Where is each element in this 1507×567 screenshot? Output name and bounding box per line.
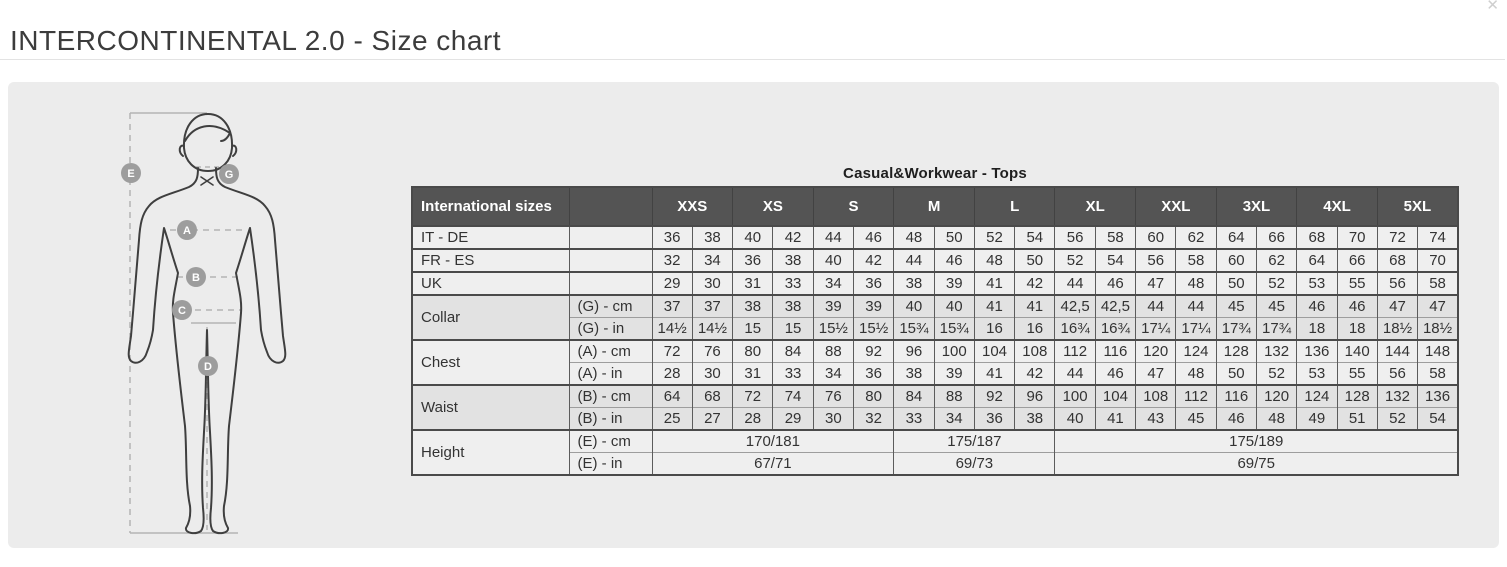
value-cell: 74	[773, 385, 813, 408]
value-cell: 36	[853, 272, 893, 295]
size-header-3xl: 3XL	[1216, 187, 1297, 226]
value-cell: 40	[934, 295, 974, 318]
value-cell: 132	[1377, 385, 1417, 408]
value-cell: 96	[1015, 385, 1055, 408]
table-row	[412, 363, 1458, 386]
merged-value-cell: 69/75	[1055, 453, 1458, 476]
value-cell: 80	[853, 385, 893, 408]
table-row	[412, 226, 1458, 249]
value-cell: 100	[934, 340, 974, 363]
table-row	[412, 408, 1458, 431]
value-cell: 14½	[652, 318, 692, 341]
size-header-xxs: XXS	[652, 187, 733, 226]
value-cell: 56	[1377, 272, 1417, 295]
value-cell: 108	[1136, 385, 1176, 408]
head-outline	[184, 114, 232, 171]
unit-label-cell: (G) - cm	[569, 295, 652, 318]
value-cell: 68	[1297, 226, 1337, 249]
badge-hip-C	[172, 300, 192, 320]
value-cell: 53	[1297, 363, 1337, 386]
size-header-xl: XL	[1055, 187, 1136, 226]
value-cell: 72	[1377, 226, 1417, 249]
value-cell: 39	[853, 295, 893, 318]
svg-text:A: A	[183, 225, 191, 237]
neck-mark	[201, 177, 213, 185]
value-cell: 42,5	[1055, 295, 1095, 318]
value-cell: 18	[1337, 318, 1377, 341]
table-title: Casual&Workwear - Tops	[843, 165, 1027, 182]
value-cell: 36	[853, 363, 893, 386]
merged-value-cell: 175/187	[894, 430, 1055, 453]
value-cell: 120	[1256, 385, 1296, 408]
value-cell: 43	[1136, 408, 1176, 431]
table-row	[412, 340, 1458, 363]
value-cell: 54	[1418, 408, 1458, 431]
value-cell: 46	[1337, 295, 1377, 318]
value-cell: 38	[894, 363, 934, 386]
value-cell: 29	[652, 272, 692, 295]
value-cell: 52	[974, 226, 1014, 249]
value-cell: 15½	[813, 318, 853, 341]
unit-label-cell: (G) - in	[569, 318, 652, 341]
size-header-4xl: 4XL	[1297, 187, 1378, 226]
table-row	[412, 295, 1458, 318]
value-cell: 76	[813, 385, 853, 408]
value-cell: 56	[1377, 363, 1417, 386]
value-cell: 54	[1015, 226, 1055, 249]
value-cell: 100	[1055, 385, 1095, 408]
body-measurement-diagram	[95, 95, 340, 545]
svg-text:G: G	[224, 169, 234, 181]
value-cell: 30	[692, 272, 732, 295]
value-cell: 42,5	[1095, 295, 1135, 318]
value-cell: 40	[733, 226, 773, 249]
value-cell: 16¾	[1055, 318, 1095, 341]
value-cell: 42	[773, 226, 813, 249]
hair-line	[185, 126, 230, 141]
value-cell: 124	[1176, 340, 1216, 363]
page-title: INTERCONTINENTAL 2.0 - Size chart	[10, 24, 502, 56]
value-cell: 15½	[853, 318, 893, 341]
value-cell: 88	[934, 385, 974, 408]
value-cell: 136	[1418, 385, 1458, 408]
torso-limbs-outline	[129, 168, 286, 533]
value-cell: 120	[1136, 340, 1176, 363]
row-label-cell: Collar	[412, 295, 569, 340]
value-cell: 31	[733, 272, 773, 295]
row-label-cell: UK	[412, 272, 569, 295]
value-cell: 38	[733, 295, 773, 318]
unit-label-cell	[569, 226, 652, 249]
value-cell: 108	[1015, 340, 1055, 363]
unit-label-cell: (A) - cm	[569, 340, 652, 363]
value-cell: 44	[1055, 363, 1095, 386]
value-cell: 62	[1176, 226, 1216, 249]
value-cell: 44	[1176, 295, 1216, 318]
unit-label-cell: (E) - cm	[569, 430, 652, 453]
unit-label-cell: (B) - in	[569, 408, 652, 431]
value-cell: 33	[894, 408, 934, 431]
value-cell: 38	[773, 295, 813, 318]
value-cell: 47	[1136, 363, 1176, 386]
value-cell: 44	[1055, 272, 1095, 295]
value-cell: 33	[773, 272, 813, 295]
value-cell: 42	[1015, 272, 1055, 295]
value-cell: 104	[1095, 385, 1135, 408]
value-cell: 33	[773, 363, 813, 386]
value-cell: 41	[974, 295, 1014, 318]
value-cell: 31	[733, 363, 773, 386]
value-cell: 60	[1216, 249, 1256, 272]
value-cell: 72	[652, 340, 692, 363]
unit-column-header	[569, 187, 652, 226]
header-divider	[0, 59, 1505, 60]
value-cell: 38	[692, 226, 732, 249]
value-cell: 116	[1095, 340, 1135, 363]
value-cell: 15	[733, 318, 773, 341]
value-cell: 50	[1216, 272, 1256, 295]
value-cell: 66	[1337, 249, 1377, 272]
value-cell: 38	[894, 272, 934, 295]
size-header-s: S	[813, 187, 894, 226]
value-cell: 28	[652, 363, 692, 386]
value-cell: 96	[894, 340, 934, 363]
svg-text:B: B	[192, 272, 200, 284]
value-cell: 48	[894, 226, 934, 249]
value-cell: 49	[1297, 408, 1337, 431]
value-cell: 27	[692, 408, 732, 431]
value-cell: 68	[692, 385, 732, 408]
value-cell: 53	[1297, 272, 1337, 295]
row-label-cell: Waist	[412, 385, 569, 430]
value-cell: 42	[853, 249, 893, 272]
value-cell: 14½	[692, 318, 732, 341]
value-cell: 45	[1176, 408, 1216, 431]
value-cell: 15	[773, 318, 813, 341]
table-row	[412, 453, 1458, 476]
value-cell: 52	[1256, 272, 1296, 295]
value-cell: 18	[1297, 318, 1337, 341]
value-cell: 74	[1418, 226, 1458, 249]
value-cell: 51	[1337, 408, 1377, 431]
value-cell: 37	[652, 295, 692, 318]
value-cell: 32	[652, 249, 692, 272]
value-cell: 46	[1297, 295, 1337, 318]
value-cell: 52	[1256, 363, 1296, 386]
value-cell: 55	[1337, 363, 1377, 386]
badge-collar-G	[219, 164, 239, 184]
value-cell: 112	[1176, 385, 1216, 408]
svg-text:E: E	[127, 168, 135, 180]
value-cell: 92	[974, 385, 1014, 408]
value-cell: 25	[652, 408, 692, 431]
value-cell: 37	[692, 295, 732, 318]
size-header-xxl: XXL	[1136, 187, 1217, 226]
table-row	[412, 249, 1458, 272]
unit-label-cell: (A) - in	[569, 363, 652, 386]
value-cell: 18½	[1377, 318, 1417, 341]
value-cell: 70	[1337, 226, 1377, 249]
size-header-m: M	[894, 187, 975, 226]
size-header-l: L	[974, 187, 1055, 226]
value-cell: 64	[652, 385, 692, 408]
row-label-cell: FR - ES	[412, 249, 569, 272]
size-header-5xl: 5XL	[1377, 187, 1458, 226]
merged-value-cell: 170/181	[652, 430, 894, 453]
size-chart-panel	[8, 82, 1499, 548]
value-cell: 36	[974, 408, 1014, 431]
svg-text:D: D	[204, 361, 212, 373]
value-cell: 41	[974, 272, 1014, 295]
value-cell: 39	[934, 272, 974, 295]
value-cell: 52	[1377, 408, 1417, 431]
value-cell: 44	[1136, 295, 1176, 318]
value-cell: 46	[934, 249, 974, 272]
value-cell: 148	[1418, 340, 1458, 363]
value-cell: 50	[934, 226, 974, 249]
value-cell: 46	[853, 226, 893, 249]
value-cell: 112	[1055, 340, 1095, 363]
value-cell: 92	[853, 340, 893, 363]
badge-chest-A	[177, 220, 197, 240]
value-cell: 34	[813, 272, 853, 295]
value-cell: 70	[1418, 249, 1458, 272]
value-cell: 39	[934, 363, 974, 386]
measurement-badges	[121, 163, 239, 376]
row-label-cell: Chest	[412, 340, 569, 385]
value-cell: 16	[974, 318, 1014, 341]
value-cell: 36	[733, 249, 773, 272]
value-cell: 47	[1377, 295, 1417, 318]
value-cell: 50	[1216, 363, 1256, 386]
merged-value-cell: 69/73	[894, 453, 1055, 476]
value-cell: 64	[1297, 249, 1337, 272]
value-cell: 41	[1095, 408, 1135, 431]
value-cell: 30	[692, 363, 732, 386]
value-cell: 39	[813, 295, 853, 318]
value-cell: 140	[1337, 340, 1377, 363]
value-cell: 18½	[1418, 318, 1458, 341]
value-cell: 72	[733, 385, 773, 408]
value-cell: 116	[1216, 385, 1256, 408]
value-cell: 40	[894, 295, 934, 318]
value-cell: 38	[773, 249, 813, 272]
value-cell: 104	[974, 340, 1014, 363]
value-cell: 50	[1015, 249, 1055, 272]
corner-header-international-sizes: International sizes	[412, 187, 569, 226]
value-cell: 56	[1055, 226, 1095, 249]
size-table	[411, 186, 1459, 476]
value-cell: 48	[974, 249, 1014, 272]
value-cell: 52	[1055, 249, 1095, 272]
value-cell: 34	[692, 249, 732, 272]
value-cell: 84	[894, 385, 934, 408]
badge-height-E	[121, 163, 141, 183]
table-row	[412, 385, 1458, 408]
value-cell: 34	[934, 408, 974, 431]
value-cell: 64	[1216, 226, 1256, 249]
merged-value-cell: 175/189	[1055, 430, 1458, 453]
value-cell: 15¾	[934, 318, 974, 341]
size-header-xs: XS	[733, 187, 814, 226]
value-cell: 48	[1176, 272, 1216, 295]
value-cell: 136	[1297, 340, 1337, 363]
value-cell: 132	[1256, 340, 1296, 363]
value-cell: 17¼	[1176, 318, 1216, 341]
value-cell: 17¾	[1256, 318, 1296, 341]
value-cell: 60	[1136, 226, 1176, 249]
value-cell: 55	[1337, 272, 1377, 295]
table-row	[412, 318, 1458, 341]
value-cell: 46	[1095, 272, 1135, 295]
value-cell: 44	[813, 226, 853, 249]
value-cell: 45	[1256, 295, 1296, 318]
value-cell: 58	[1418, 272, 1458, 295]
value-cell: 84	[773, 340, 813, 363]
unit-label-cell: (B) - cm	[569, 385, 652, 408]
unit-label-cell: (E) - in	[569, 453, 652, 476]
row-label-cell: Height	[412, 430, 569, 475]
value-cell: 15¾	[894, 318, 934, 341]
row-label-cell: IT - DE	[412, 226, 569, 249]
value-cell: 16	[1015, 318, 1055, 341]
value-cell: 29	[773, 408, 813, 431]
value-cell: 40	[1055, 408, 1095, 431]
value-cell: 76	[692, 340, 732, 363]
value-cell: 62	[1256, 249, 1296, 272]
value-cell: 66	[1256, 226, 1296, 249]
badge-waist-B	[186, 267, 206, 287]
value-cell: 128	[1337, 385, 1377, 408]
value-cell: 17¾	[1216, 318, 1256, 341]
value-cell: 16¾	[1095, 318, 1135, 341]
table-row	[412, 272, 1458, 295]
value-cell: 88	[813, 340, 853, 363]
value-cell: 54	[1095, 249, 1135, 272]
value-cell: 58	[1418, 363, 1458, 386]
value-cell: 144	[1377, 340, 1417, 363]
value-cell: 42	[1015, 363, 1055, 386]
close-icon[interactable]: ✕	[1486, 0, 1499, 14]
svg-text:C: C	[178, 305, 186, 317]
unit-label-cell	[569, 249, 652, 272]
value-cell: 48	[1176, 363, 1216, 386]
value-cell: 30	[813, 408, 853, 431]
size-table-area	[411, 165, 1459, 476]
value-cell: 38	[1015, 408, 1055, 431]
value-cell: 58	[1176, 249, 1216, 272]
value-cell: 41	[974, 363, 1014, 386]
value-cell: 45	[1216, 295, 1256, 318]
value-cell: 36	[652, 226, 692, 249]
value-cell: 124	[1297, 385, 1337, 408]
value-cell: 80	[733, 340, 773, 363]
value-cell: 40	[813, 249, 853, 272]
value-cell: 28	[733, 408, 773, 431]
value-cell: 48	[1256, 408, 1296, 431]
value-cell: 46	[1095, 363, 1135, 386]
value-cell: 56	[1136, 249, 1176, 272]
value-cell: 44	[894, 249, 934, 272]
value-cell: 34	[813, 363, 853, 386]
value-cell: 46	[1216, 408, 1256, 431]
value-cell: 128	[1216, 340, 1256, 363]
table-row	[412, 430, 1458, 453]
value-cell: 32	[853, 408, 893, 431]
unit-label-cell	[569, 272, 652, 295]
value-cell: 17¼	[1136, 318, 1176, 341]
value-cell: 41	[1015, 295, 1055, 318]
merged-value-cell: 67/71	[652, 453, 894, 476]
value-cell: 47	[1418, 295, 1458, 318]
badge-inseam-D	[198, 356, 218, 376]
value-cell: 68	[1377, 249, 1417, 272]
value-cell: 58	[1095, 226, 1135, 249]
value-cell: 47	[1136, 272, 1176, 295]
